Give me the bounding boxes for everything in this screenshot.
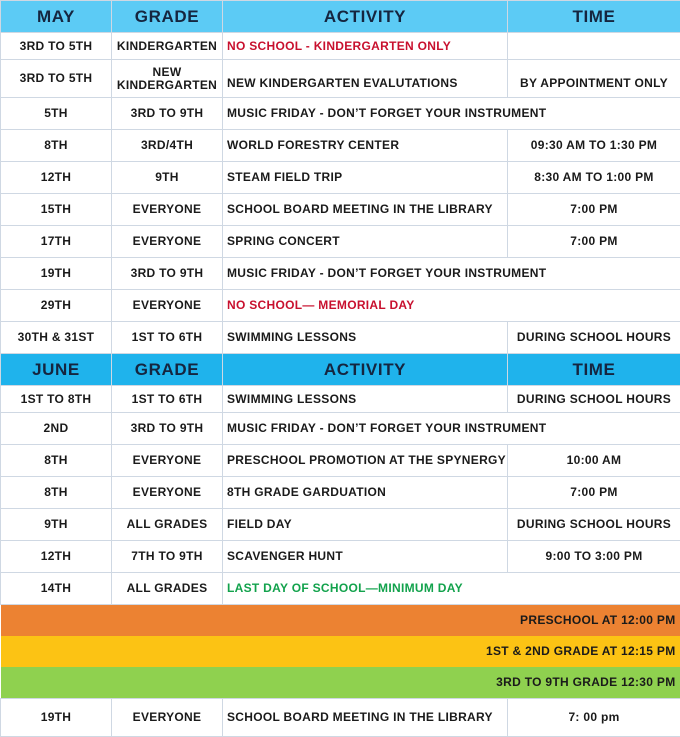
table-row [1, 509, 680, 541]
time-cell: 7:00 PM [508, 194, 680, 226]
activity-cell: NEW KINDERGARTEN EVALUTATIONS [223, 60, 508, 98]
date-cell: 5TH [1, 98, 112, 130]
grade-cell: ALL GRADES [112, 509, 223, 541]
date-cell: 1ST TO 8TH [1, 386, 112, 413]
activity-cell: MUSIC FRIDAY - DON’T FORGET YOUR INSTRUMENT [223, 413, 680, 445]
activity-header: ACTIVITY [223, 1, 508, 33]
date-cell: 29TH [1, 290, 112, 322]
activity-cell: FIELD DAY [223, 509, 508, 541]
grade-cell: EVERYONE [112, 699, 223, 737]
table-row [1, 33, 680, 60]
activity-cell: STEAM FIELD TRIP [223, 162, 508, 194]
activity-cell: LAST DAY OF SCHOOL—MINIMUM DAY [223, 573, 680, 605]
date-cell: 2ND [1, 413, 112, 445]
table-row [1, 541, 680, 573]
time-cell: DURING SCHOOL HOURS [508, 386, 680, 413]
date-cell: 19TH [1, 258, 112, 290]
activity-cell: SPRING CONCERT [223, 226, 508, 258]
may-header-row [1, 1, 680, 33]
grade-header: GRADE [112, 1, 223, 33]
date-cell: 30TH & 31ST [1, 322, 112, 354]
table-row [1, 226, 680, 258]
grade-cell: 7TH TO 9TH [112, 541, 223, 573]
date-cell: 9TH [1, 509, 112, 541]
table-row [1, 477, 680, 509]
table-row [1, 194, 680, 226]
activity-cell: SCAVENGER HUNT [223, 541, 508, 573]
table-row [1, 162, 680, 194]
date-cell: 17TH [1, 226, 112, 258]
time-cell: 9:00 TO 3:00 PM [508, 541, 680, 573]
time-cell: 7:00 PM [508, 226, 680, 258]
activity-cell: SWIMMING LESSONS [223, 322, 508, 354]
grade-cell: 1ST TO 6TH [112, 322, 223, 354]
date-cell: 3RD TO 5TH [1, 33, 112, 60]
grade-cell: 3RD TO 9TH [112, 98, 223, 130]
grade-cell: 3RD TO 9TH [112, 413, 223, 445]
activity-cell: MUSIC FRIDAY - DON’T FORGET YOUR INSTRUMENT [223, 98, 680, 130]
grade-cell: EVERYONE [112, 226, 223, 258]
month-header: MAY [1, 1, 112, 33]
time-cell: 7:00 PM [508, 477, 680, 509]
activity-cell: MUSIC FRIDAY - DON’T FORGET YOUR INSTRUMENT [223, 258, 680, 290]
table-row [1, 699, 680, 737]
time-cell: 7: 00 pm [508, 699, 680, 737]
dismissal-band-third-ninth [1, 667, 680, 699]
activity-cell: NO SCHOOL— MEMORIAL DAY [223, 290, 680, 322]
grade-cell: 1ST TO 6TH [112, 386, 223, 413]
grade-cell: EVERYONE [112, 194, 223, 226]
time-cell: BY APPOINTMENT ONLY [508, 60, 680, 98]
time-cell [508, 33, 680, 60]
date-cell: 19TH [1, 699, 112, 737]
table-row [1, 445, 680, 477]
month-header: JUNE [1, 354, 112, 386]
table-row [1, 290, 680, 322]
grade-header: GRADE [112, 354, 223, 386]
activity-cell: WORLD FORESTRY CENTER [223, 130, 508, 162]
time-cell: DURING SCHOOL HOURS [508, 509, 680, 541]
grade-cell: EVERYONE [112, 290, 223, 322]
dismissal-band-preschool [1, 605, 680, 637]
table-row [1, 322, 680, 354]
time-header: TIME [508, 1, 680, 33]
grade-cell: 3RD TO 9TH [112, 258, 223, 290]
date-cell: 12TH [1, 541, 112, 573]
grade-cell: NEW KINDERGARTEN [112, 60, 223, 98]
activity-cell: PRESCHOOL PROMOTION AT THE SPYNERGY [223, 445, 508, 477]
time-header: TIME [508, 354, 680, 386]
dismissal-text: 1ST & 2ND GRADE AT 12:15 PM [1, 636, 680, 667]
table-row [1, 573, 680, 605]
table-row [1, 130, 680, 162]
grade-cell: EVERYONE [112, 477, 223, 509]
date-cell: 15TH [1, 194, 112, 226]
grade-cell: 3RD/4TH [112, 130, 223, 162]
date-cell: 8TH [1, 445, 112, 477]
dismissal-band-first-second [1, 636, 680, 667]
date-cell: 12TH [1, 162, 112, 194]
table-row [1, 60, 680, 98]
time-cell: DURING SCHOOL HOURS [508, 322, 680, 354]
table-row [1, 413, 680, 445]
grade-cell: KINDERGARTEN [112, 33, 223, 60]
dismissal-text: 3RD TO 9TH GRADE 12:30 PM [1, 667, 680, 699]
grade-cell: ALL GRADES [112, 573, 223, 605]
activity-cell: NO SCHOOL - KINDERGARTEN ONLY [223, 33, 508, 60]
table-row [1, 258, 680, 290]
june-header-row [1, 354, 680, 386]
activity-cell: SWIMMING LESSONS [223, 386, 508, 413]
dismissal-text: PRESCHOOL AT 12:00 PM [1, 605, 680, 637]
date-cell: 14TH [1, 573, 112, 605]
activity-cell: SCHOOL BOARD MEETING IN THE LIBRARY [223, 194, 508, 226]
time-cell: 8:30 AM TO 1:00 PM [508, 162, 680, 194]
activity-cell: 8TH GRADE GARDUATION [223, 477, 508, 509]
date-cell: 8TH [1, 130, 112, 162]
activity-cell: SCHOOL BOARD MEETING IN THE LIBRARY [223, 699, 508, 737]
grade-cell: 9TH [112, 162, 223, 194]
table-row [1, 386, 680, 413]
grade-cell: EVERYONE [112, 445, 223, 477]
activity-header: ACTIVITY [223, 354, 508, 386]
date-cell: 8TH [1, 477, 112, 509]
table-row [1, 98, 680, 130]
time-cell: 09:30 AM TO 1:30 PM [508, 130, 680, 162]
date-cell: 3RD TO 5TH [1, 60, 112, 98]
time-cell: 10:00 AM [508, 445, 680, 477]
